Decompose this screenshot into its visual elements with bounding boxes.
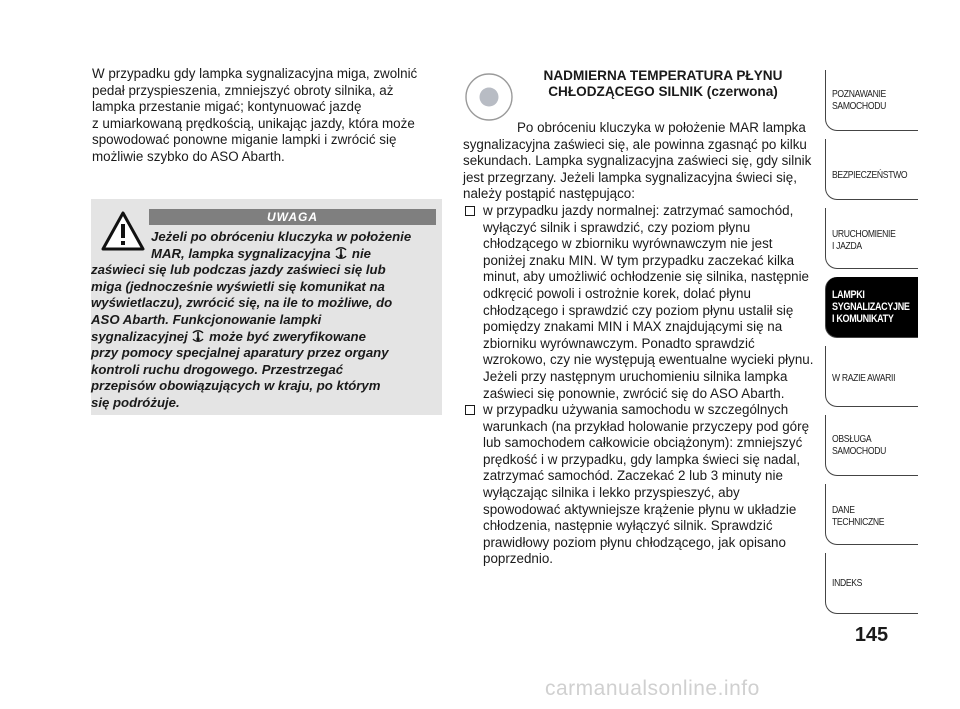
intro-line: W przypadku gdy lampka sygnalizacyjna miga, zwolnić (92, 66, 418, 81)
warning-line: może być zweryfikowane (209, 328, 366, 344)
tab-uruchomienie-i-jazda[interactable] (825, 208, 918, 269)
tab-bezpieczenstwo[interactable] (825, 139, 918, 200)
tab-dane-techniczne[interactable] (825, 484, 918, 545)
watermark: carmanualsonline.info (545, 677, 760, 700)
tab-indeks[interactable] (825, 553, 918, 614)
tab-label: SAMOCHODU (832, 100, 886, 112)
tab-label: I JAZDA (832, 240, 862, 252)
intro-line: możliwie szybko do ASO Abarth. (92, 148, 285, 164)
coolant-temperature-icon (334, 247, 348, 259)
intro-line: spowodować ponowne miganie lampki i zwrócić się (92, 132, 397, 148)
tab-label: I KOMUNIKATY (832, 313, 894, 325)
warning-line: przy pomocy specjalnej aparatury przez organy (91, 345, 389, 361)
list-item (463, 203, 818, 402)
tab-label: URUCHOMIENIE (832, 228, 896, 240)
intro-line: pedał przyspieszenia, zmniejszyć obroty silnika, aż (92, 82, 394, 98)
tab-label: LAMPKI (832, 289, 865, 301)
section-title-line: NADMIERNA TEMPERATURA PŁYNU (543, 68, 783, 83)
tab-label: INDEKS (832, 577, 863, 589)
warning-line: MAR, lampka sygnalizacyjna (151, 245, 331, 261)
list-item-text: w przypadku używania samochodu w szczególnych warunkach (na przykład holowanie przyczepy pod górę lub samochodem całkowicie obciążonym): zmniejszyć prędkość i w przypadku, gdy lampka świeci się nadal, zatrzymać samochód. Zaczekać 2 lub 3 minuty nie wyłączając silnika i lekko przyspieszyć, aby spowodować aktywniejsze krążenie płynu w układzie chłodzenia, następnie wyłączyć silnik. Sprawdzić prawidłowy poziom płynu chłodzącego, jak opisano poprzednio. (483, 402, 810, 567)
warning-line: sygnalizacyjnej (91, 328, 188, 344)
section-title (513, 68, 813, 100)
warning-line: zaświeci się lub podczas jazdy zaświeci się lub (91, 262, 386, 278)
warning-line: kontroli ruchu drogowego. Przestrzegać (91, 361, 344, 377)
checkbox-bullet-icon (465, 405, 475, 415)
warning-line: nie (351, 245, 371, 261)
warning-line: się podróżuje. (91, 394, 180, 410)
warning-box (91, 199, 442, 415)
red-indicator-circle-icon (464, 72, 514, 122)
coolant-temperature-icon (191, 330, 205, 342)
tab-label: SYGNALIZACYJNE (832, 301, 910, 313)
page-number: 145 (854, 624, 889, 646)
warning-line: Jeżeli po obróceniu kluczyka w położenie (151, 229, 412, 244)
section-title-line: CHŁODZĄCEGO SILNIK (czerwona) (548, 84, 778, 99)
tab-label: TECHNICZNE (832, 516, 885, 528)
tab-poznawanie-samochodu[interactable] (825, 70, 918, 131)
bullet-list (463, 203, 818, 568)
section-intro: Po obróceniu kluczyka w położenie MAR lampka sygnalizacyjna zaświeci się, ale powinna zgasnąć po kilku sekundach. Lampka sygnalizacyjna zaświeci się, gdy silnik jest przegrzany. Jeżeli lampka sygnalizacyjna świeci się, należy postąpić następująco: (463, 120, 812, 202)
warning-line: wyświetlaczu), zwrócić się, na ile to możliwe, do (91, 295, 393, 311)
intro-paragraph (92, 66, 437, 166)
warning-heading: UWAGA (149, 209, 436, 225)
intro-line: z umiarkowaną prędkością, unikając jazdy, która może (92, 115, 415, 131)
warning-text (91, 229, 436, 412)
tab-obsluga-samochodu[interactable] (825, 415, 918, 476)
tab-label: BEZPIECZEŃSTWO (832, 169, 908, 181)
tab-label: POZNAWANIE (832, 88, 886, 100)
warning-line: miga (jednocześnie wyświetli się komunikat na (91, 278, 385, 294)
tab-label: SAMOCHODU (832, 445, 886, 457)
list-item (463, 402, 818, 568)
tab-lampki-sygnalizacyjne[interactable] (825, 277, 918, 338)
tab-label: OBSŁUGA (832, 433, 872, 445)
checkbox-bullet-icon (465, 206, 475, 216)
intro-line: lampka przestanie migać; kontynuować jazdę (92, 99, 362, 115)
list-item-text: w przypadku jazdy normalnej: zatrzymać samochód, wyłączyć silnik i sprawdzić, czy poziom płynu chłodzącego w zbiorniku wyrównawczym nie jest poniżej znaku MIN. W tym przypadku zaczekać kilka minut, aby umożliwić ochłodzenie się silnika, następnie odkręcić powoli i ostrożnie korek, dolać płynu chłodzącego i sprawdzić czy poziom płynu ustalił się pomiędzy znakami MIN i MAX znajdującymi się na zbiorniku wyrównawczym. Ponadto sprawdzić wzrokowo, czy nie występują ewentualne wycieki płynu. Jeżeli przy następnym uruchomieniu silnika lampka zaświeci się ponownie, zwrócić się do ASO Abarth. (483, 202, 814, 401)
tab-label: W RAZIE AWARII (832, 372, 896, 384)
warning-line: przepisów obowiązujących w kraju, po którym (91, 378, 381, 394)
warning-line: ASO Abarth. Funkcjonowanie lampki (91, 311, 322, 327)
tab-w-razie-awarii[interactable] (825, 346, 918, 407)
section-body (463, 120, 818, 568)
tab-label: DANE (832, 504, 855, 516)
